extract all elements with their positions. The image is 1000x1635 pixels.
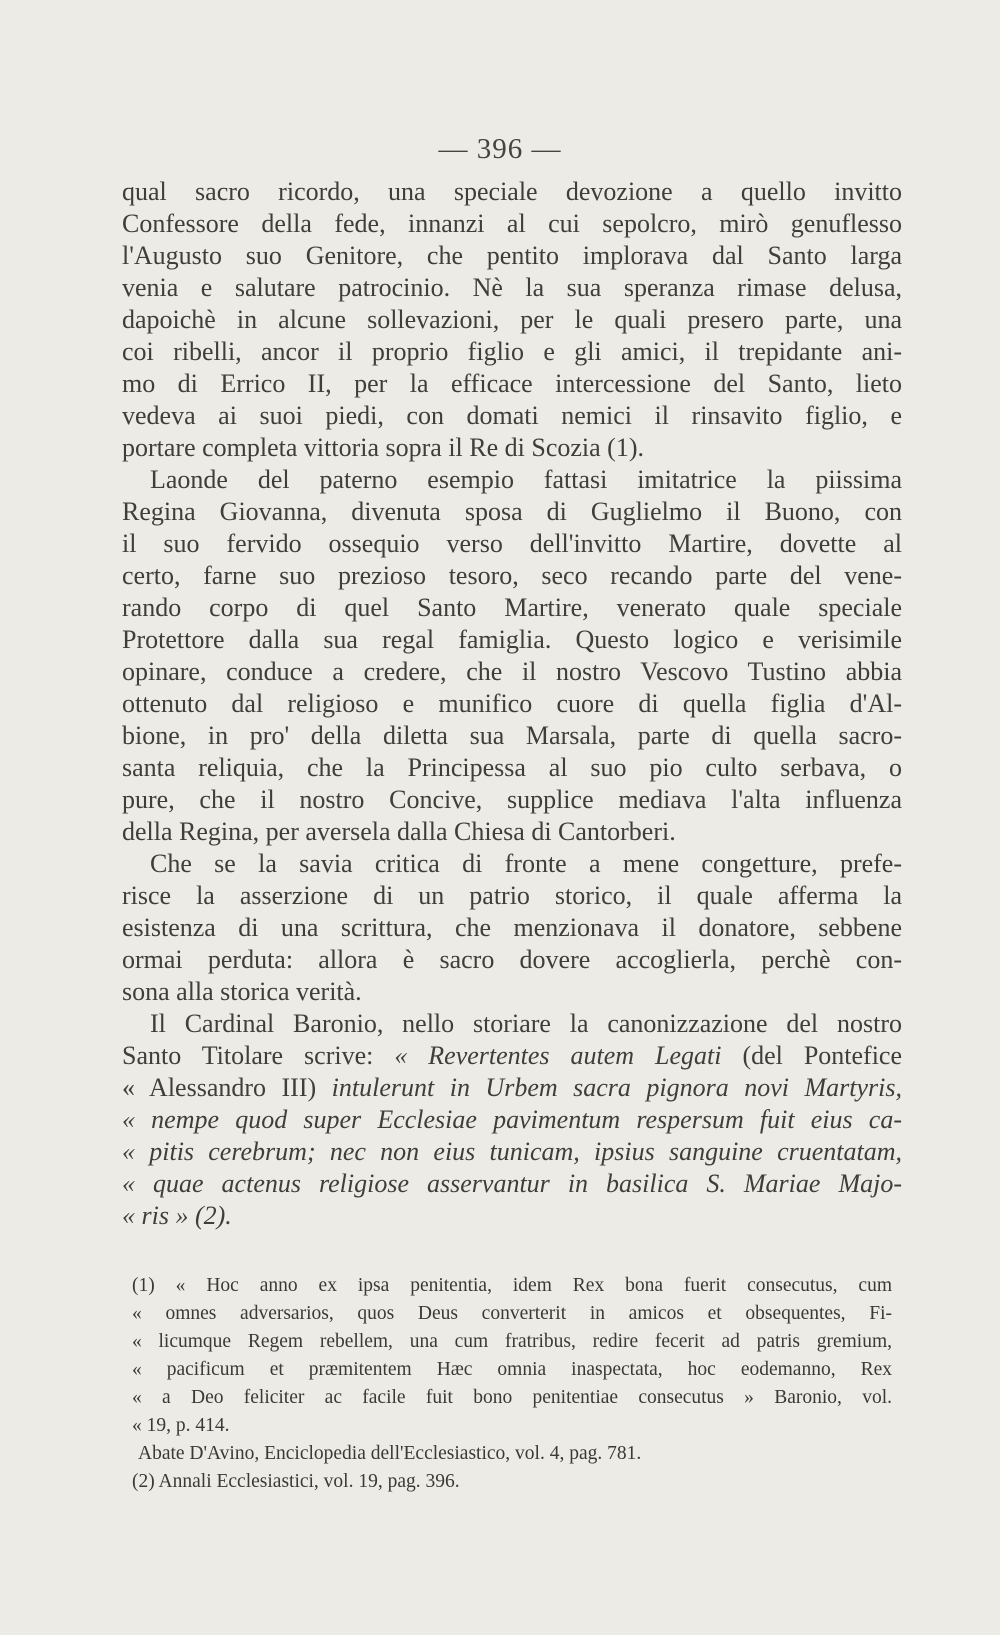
quote-parenthetical: (del Pontefice bbox=[742, 1041, 903, 1070]
text-line: ottenuto dal religioso e munifico cuore di quella figlia d'Al- bbox=[122, 689, 902, 718]
text-line: risce la asserzione di un patrio storico, il quale afferma la bbox=[122, 881, 902, 910]
text-line-quote: « ris » (2). bbox=[122, 1201, 232, 1230]
footnote-line: « a Deo feliciter ac facile fuit bono penitentiae consecutus » Baronio, vol. bbox=[132, 1387, 892, 1408]
text-line-quote: « nempe quod super Ecclesiae pavimentum respersum fuit eius ca- bbox=[122, 1105, 902, 1134]
text-line: l'Augusto suo Genitore, che pentito implorava dal Santo larga bbox=[122, 241, 902, 270]
footnote-line: (1) « Hoc anno ex ipsa penitentia, idem Rex bona fuerit consecutus, cum bbox=[132, 1275, 892, 1296]
text-line: mo di Errico II, per la efficace intercessione del Santo, lieto bbox=[122, 369, 902, 398]
text-line: Regina Giovanna, divenuta sposa di Guglielmo il Buono, con bbox=[122, 497, 902, 526]
text-line: esistenza di una scrittura, che menzionava il donatore, sebbene bbox=[122, 913, 902, 942]
text-line: venia e salutare patrocinio. Nè la sua speranza rimase delusa, bbox=[122, 273, 902, 302]
text-line: dapoichè in alcune sollevazioni, per le quali presero parte, una bbox=[122, 305, 902, 334]
text-line: Che se la savia critica di fronte a mene congetture, prefe- bbox=[150, 849, 902, 878]
text-line-quote: « quae actenus religiose asservantur in basilica S. Mariae Majo- bbox=[122, 1169, 902, 1198]
text-line: opinare, conduce a credere, che il nostro Vescovo Tustino abbia bbox=[122, 657, 902, 686]
footnote-line: « licumque Regem rebellem, una cum fratribus, redire fecerit ad patris gremium, bbox=[132, 1331, 892, 1352]
text-line: bione, in pro' della diletta sua Marsala, parte di quella sacro- bbox=[122, 721, 902, 750]
text-line-quote-start bbox=[122, 1040, 902, 1072]
text-line: coi ribelli, ancor il proprio figlio e gli amici, il trepidante ani- bbox=[122, 337, 902, 366]
footnote-line: Abate D'Avino, Enciclopedia dell'Ecclesiastico, vol. 4, pag. 781. bbox=[138, 1443, 642, 1464]
text-line: Protettore dalla sua regal famiglia. Questo logico e verisimile bbox=[122, 625, 902, 654]
body-text bbox=[122, 176, 902, 1232]
text-line: sona alla storica verità. bbox=[122, 977, 362, 1006]
text-line: della Regina, per aversela dalla Chiesa di Cantorberi. bbox=[122, 817, 676, 846]
footnote-line: « 19, p. 414. bbox=[132, 1415, 230, 1436]
footnote-line: « pacificum et præmitentem Hæc omnia inaspectata, hoc eodemanno, Rex bbox=[132, 1359, 892, 1380]
quote-opening: « Revertentes autem Legati bbox=[394, 1041, 722, 1070]
page-number: — 396 — bbox=[438, 133, 562, 165]
quote-bracket: « Alessandro III) bbox=[122, 1073, 317, 1102]
footnote-line: « omnes adversarios, quos Deus converterit in amicos et obsequentes, Fi- bbox=[132, 1303, 892, 1324]
footnotes bbox=[132, 1272, 892, 1496]
text-line: rando corpo di quel Santo Martire, venerato quale speciale bbox=[122, 593, 902, 622]
text-line: qual sacro ricordo, una speciale devozione a quello invitto bbox=[122, 177, 902, 206]
text-line: Laonde del paterno esempio fattasi imitatrice la piissima bbox=[150, 465, 902, 494]
text-line: pure, che il nostro Concive, supplice mediava l'alta influenza bbox=[122, 785, 902, 814]
footnote-line: (2) Annali Ecclesiastici, vol. 19, pag. 396. bbox=[132, 1471, 460, 1492]
quote-continuation: intulerunt in Urbem sacra pignora novi Martyris, bbox=[331, 1073, 902, 1102]
text-line: il suo fervido ossequio verso dell'invitto Martire, dovette al bbox=[122, 529, 902, 558]
text-line: Confessore della fede, innanzi al cui sepolcro, mirò genuflesso bbox=[122, 209, 902, 238]
text-line: portare completa vittoria sopra il Re di Scozia (1). bbox=[122, 433, 644, 462]
text-line: vedeva ai suoi piedi, con domati nemici il rinsavito figlio, e bbox=[122, 401, 902, 430]
text-line: ormai perduta: allora è sacro dovere accoglierla, perchè con- bbox=[122, 945, 902, 974]
text-line-quote bbox=[122, 1072, 902, 1104]
text-line-quote: « pitis cerebrum; nec non eius tunicam, ipsius sanguine cruentatam, bbox=[122, 1137, 902, 1166]
text-line: certo, farne suo prezioso tesoro, seco recando parte del vene- bbox=[122, 561, 902, 590]
quote-intro: Santo Titolare scrive: bbox=[122, 1041, 374, 1070]
text-line: santa reliquia, che la Principessa al suo pio culto serbava, o bbox=[122, 753, 902, 782]
text-line: Il Cardinal Baronio, nello storiare la canonizzazione del nostro bbox=[150, 1009, 902, 1038]
